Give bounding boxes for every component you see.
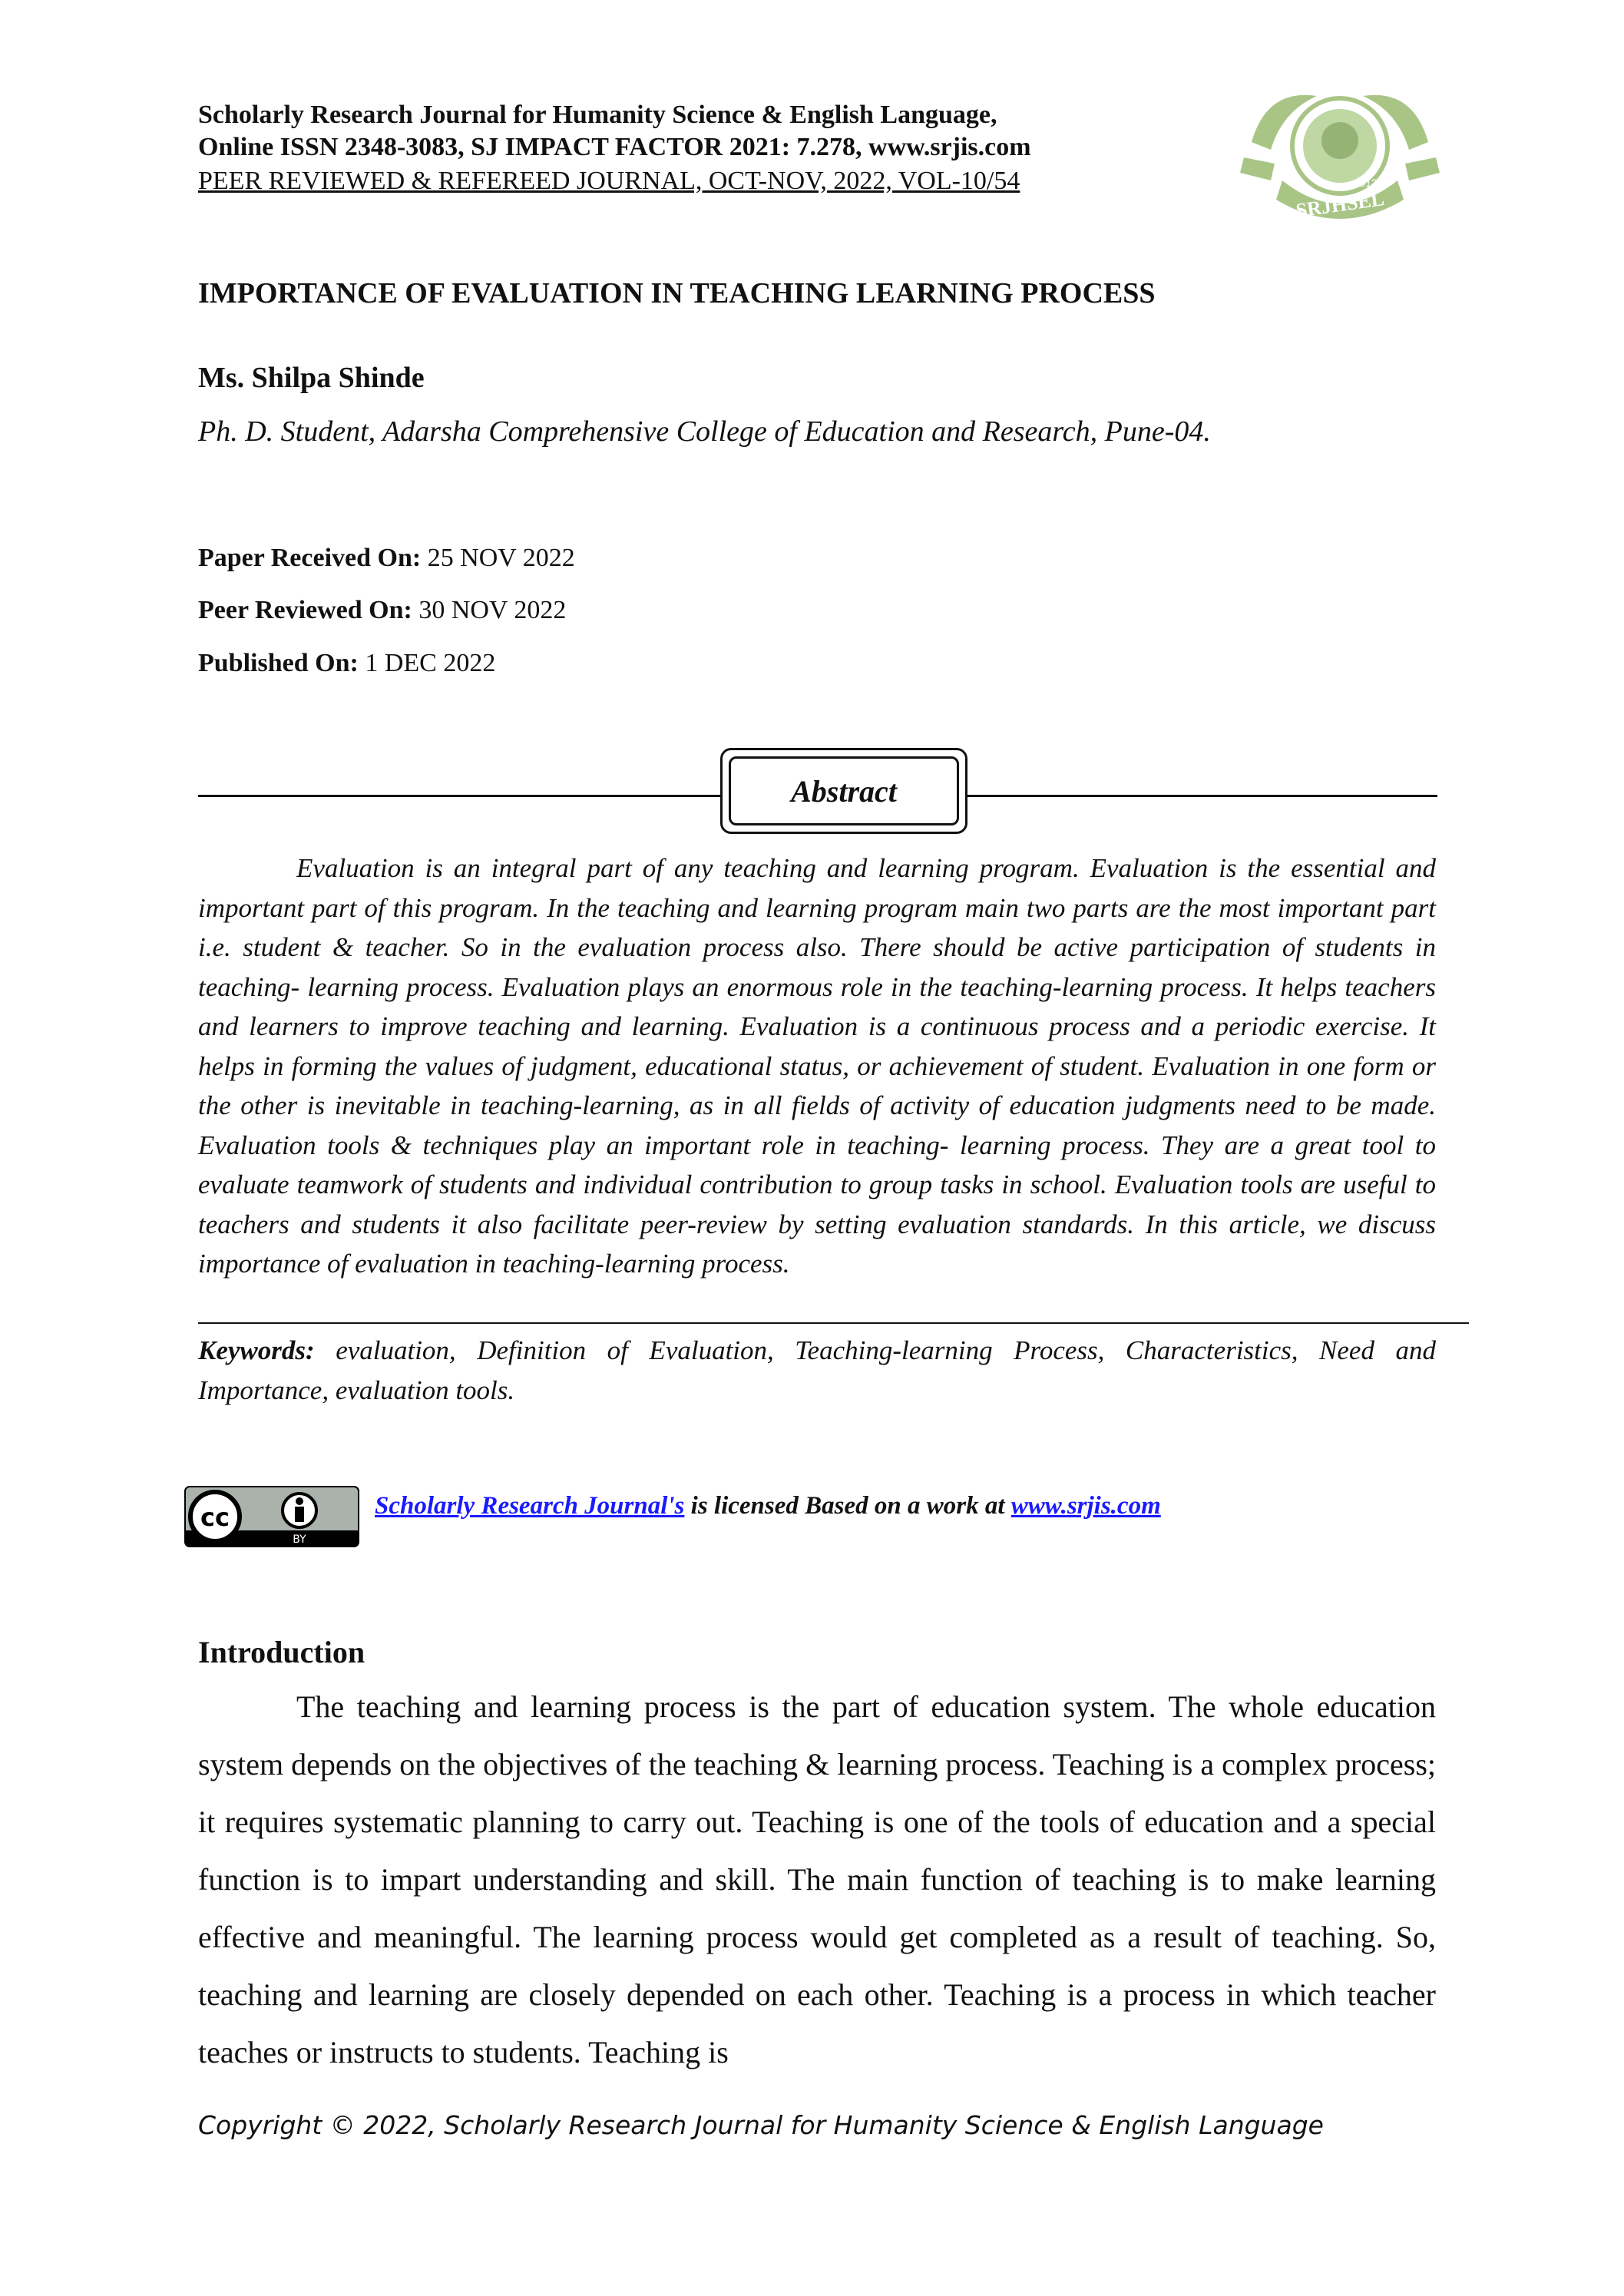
reviewed-label: Peer Reviewed On:: [198, 596, 412, 624]
abstract-rule-left: [198, 795, 720, 797]
introduction-paragraph: The teaching and learning process is the part of education system. The whole education system depends on the objectives of the teaching & learning process. Teaching is a complex process; it requires systematic planning to carry out. Teaching is one of the tools of education and a special function is to impart understanding and skill. The main function of teaching is to make learning effective and meaningful. The learning process would get completed as a result of teaching. So, teaching and learning are closely depended on each other. Teaching is a process in which teacher teaches or instructs to students. Teaching is: [198, 1689, 1436, 2069]
received-date: [198, 544, 575, 573]
keywords: [198, 1331, 1436, 1410]
journal-link[interactable]: Scholarly Research Journal's: [375, 1492, 685, 1520]
abstract-heading: Abstract: [729, 756, 959, 825]
published-value: 1 DEC 2022: [358, 649, 496, 677]
keywords-rule: [198, 1322, 1469, 1324]
author-affiliation: Ph. D. Student, Adarsha Comprehensive College of Education and Research, Pune-04.: [198, 415, 1211, 448]
introduction-body: [198, 1678, 1436, 2081]
by-label: BY: [293, 1533, 306, 1546]
footer-copyright: Copyright © 2022, Scholarly Research Journal for Humanity Science & English Language: [198, 2110, 1324, 2140]
cc-icon: cc: [200, 1503, 230, 1532]
journal-volume-info: PEER REVIEWED & REFEREED JOURNAL, OCT-NOV, 2022, VOL-10/54: [198, 167, 1020, 195]
paper-title: IMPORTANCE OF EVALUATION IN TEACHING LEARNING PROCESS: [198, 277, 1156, 309]
abstract-paragraph: Evaluation is an integral part of any teaching and learning program. Evaluation is the essential and important part of this program. In the teaching and learning program main two parts are the most important part i.e. student & teacher. So in the evaluation process also. There should be active participation of students in teaching- learning process. Evaluation plays an enormous role in the teaching-learning process. It helps teachers and learners to improve teaching and learning. Evaluation is a continuous process and a periodic exercise. It helps in forming the values of judgment, educational status, or achievement of student. Evaluation in one form or the other is inevitable in teaching-learning, as in all fields of activity of education judgments need to be made. Evaluation tools & techniques play an important role in teaching- learning process. They are a great tool to evaluate teamwork of students and individual contribution to group tasks in school. Evaluation tools are useful to teachers and students it also facilitate peer-review by setting evaluation standards. In this article, we discuss importance of evaluation in teaching-learning process.: [198, 853, 1436, 1279]
cc-by-license-badge[interactable]: [184, 1486, 359, 1547]
abstract-heading-box: [720, 748, 967, 834]
received-value: 25 NOV 2022: [421, 544, 575, 572]
journal-seal-logo: [1229, 73, 1451, 227]
license-middle-text: is licensed Based on a work at: [684, 1492, 1011, 1520]
srjis-link[interactable]: www.srjis.com: [1010, 1492, 1161, 1520]
introduction-heading: Introduction: [198, 1635, 365, 1669]
keywords-label: Keywords:: [198, 1335, 315, 1365]
reviewed-value: 30 NOV 2022: [412, 596, 567, 624]
received-label: Paper Received On:: [198, 544, 422, 572]
author-name: Ms. Shilpa Shinde: [198, 362, 425, 394]
abstract-body: [198, 849, 1436, 1284]
published-label: Published On:: [198, 649, 359, 677]
reviewed-date: [198, 596, 566, 625]
keywords-text: evaluation, Definition of Evaluation, Teaching-learning Process, Characteristics, Need and Importance, evaluation tools.: [198, 1335, 1436, 1405]
published-date: [198, 649, 495, 678]
seal-text: SRJHSEL: [1294, 187, 1386, 222]
license-statement: [375, 1492, 1161, 1520]
seal-year: 2012: [1353, 177, 1378, 189]
person-icon: [296, 1497, 303, 1505]
journal-name: Scholarly Research Journal for Humanity Science & English Language,: [198, 101, 997, 129]
abstract-rule-right: [967, 795, 1437, 797]
journal-issn-impact: Online ISSN 2348-3083, SJ IMPACT FACTOR 2021: 7.278, www.srjis.com: [198, 133, 1031, 161]
